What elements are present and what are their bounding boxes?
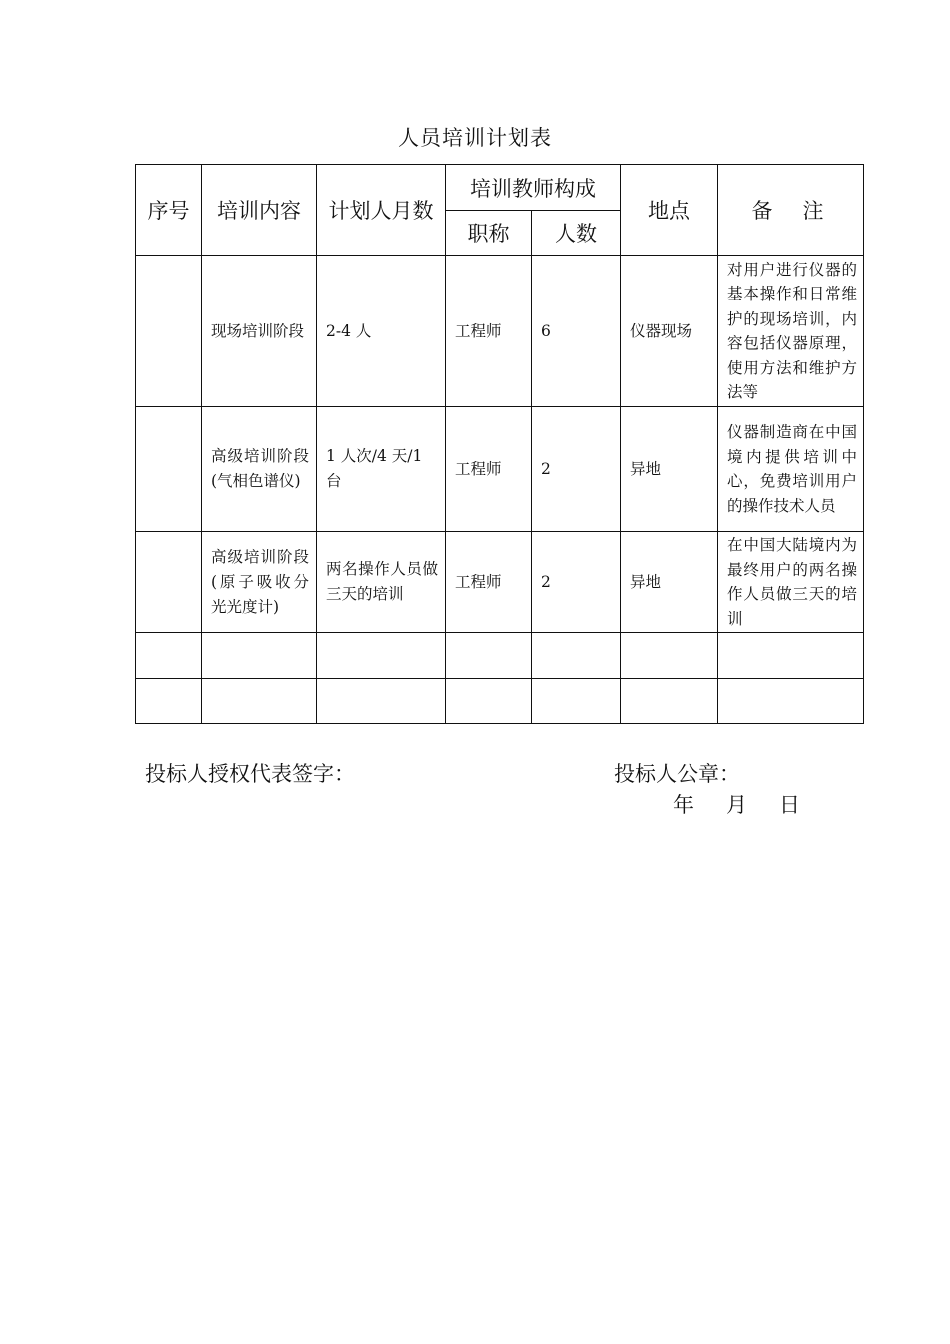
- header-content: 培训内容: [202, 165, 317, 256]
- date-day-label: 日: [779, 793, 800, 817]
- cell-person-months: 1 人次/4 天/1 台: [317, 407, 446, 532]
- date-month-label: 月: [726, 793, 747, 817]
- cell-teacher-title: 工程师: [446, 407, 532, 532]
- cell-teacher-count: [532, 633, 621, 679]
- cell-seq: [136, 679, 202, 724]
- header-seq: 序号: [136, 165, 202, 256]
- cell-content: 现场培训阶段: [202, 256, 317, 407]
- cell-location: [621, 633, 718, 679]
- training-plan-table: [135, 164, 864, 724]
- table-row: [136, 633, 864, 679]
- cell-location: 仪器现场: [621, 256, 718, 407]
- cell-seq: [136, 256, 202, 407]
- header-remark: 备注: [718, 165, 864, 256]
- header-teacher-group: 培训教师构成: [446, 165, 621, 211]
- cell-content: 高级培训阶段(气相色谱仪): [202, 407, 317, 532]
- cell-location: 异地: [621, 532, 718, 633]
- cell-teacher-title: 工程师: [446, 256, 532, 407]
- cell-location: [621, 679, 718, 724]
- cell-content: 高级培训阶段(原子吸收分光光度计): [202, 532, 317, 633]
- date-line: [673, 789, 800, 819]
- cell-person-months: [317, 679, 446, 724]
- table-row: [136, 679, 864, 724]
- bidder-seal-label: 投标人公章：: [614, 762, 740, 786]
- cell-remark: 对用户进行仪器的基本操作和日常维护的现场培训，内容包括仪器原理，使用方法和维护方法等: [718, 256, 864, 407]
- cell-seq: [136, 532, 202, 633]
- cell-teacher-title: 工程师: [446, 532, 532, 633]
- header-teacher-title: 职称: [446, 211, 532, 256]
- cell-person-months: 两名操作人员做三天的培训: [317, 532, 446, 633]
- cell-seq: [136, 407, 202, 532]
- cell-teacher-title: [446, 633, 532, 679]
- cell-teacher-count: 2: [532, 532, 621, 633]
- cell-remark: [718, 633, 864, 679]
- cell-seq: [136, 633, 202, 679]
- cell-person-months: [317, 633, 446, 679]
- header-location: 地点: [621, 165, 718, 256]
- cell-teacher-count: 6: [532, 256, 621, 407]
- representative-signature-label: 投标人授权代表签字：: [145, 762, 355, 786]
- header-teacher-count: 人数: [532, 211, 621, 256]
- cell-remark: 在中国大陆境内为最终用户的两名操作人员做三天的培训: [718, 532, 864, 633]
- cell-content: [202, 679, 317, 724]
- cell-remark: [718, 679, 864, 724]
- cell-person-months: 2-4 人: [317, 256, 446, 407]
- cell-teacher-count: 2: [532, 407, 621, 532]
- table-row: [136, 256, 864, 407]
- cell-location: 异地: [621, 407, 718, 532]
- header-person-months: 计划人月数: [317, 165, 446, 256]
- table-row: [136, 532, 864, 633]
- document-title: 人员培训计划表: [398, 126, 552, 150]
- cell-teacher-title: [446, 679, 532, 724]
- date-year-label: 年: [673, 793, 694, 817]
- cell-teacher-count: [532, 679, 621, 724]
- cell-remark: 仪器制造商在中国境内提供培训中心，免费培训用户的操作技术人员: [718, 407, 864, 532]
- table-row: [136, 407, 864, 532]
- table-header: [136, 165, 864, 256]
- cell-content: [202, 633, 317, 679]
